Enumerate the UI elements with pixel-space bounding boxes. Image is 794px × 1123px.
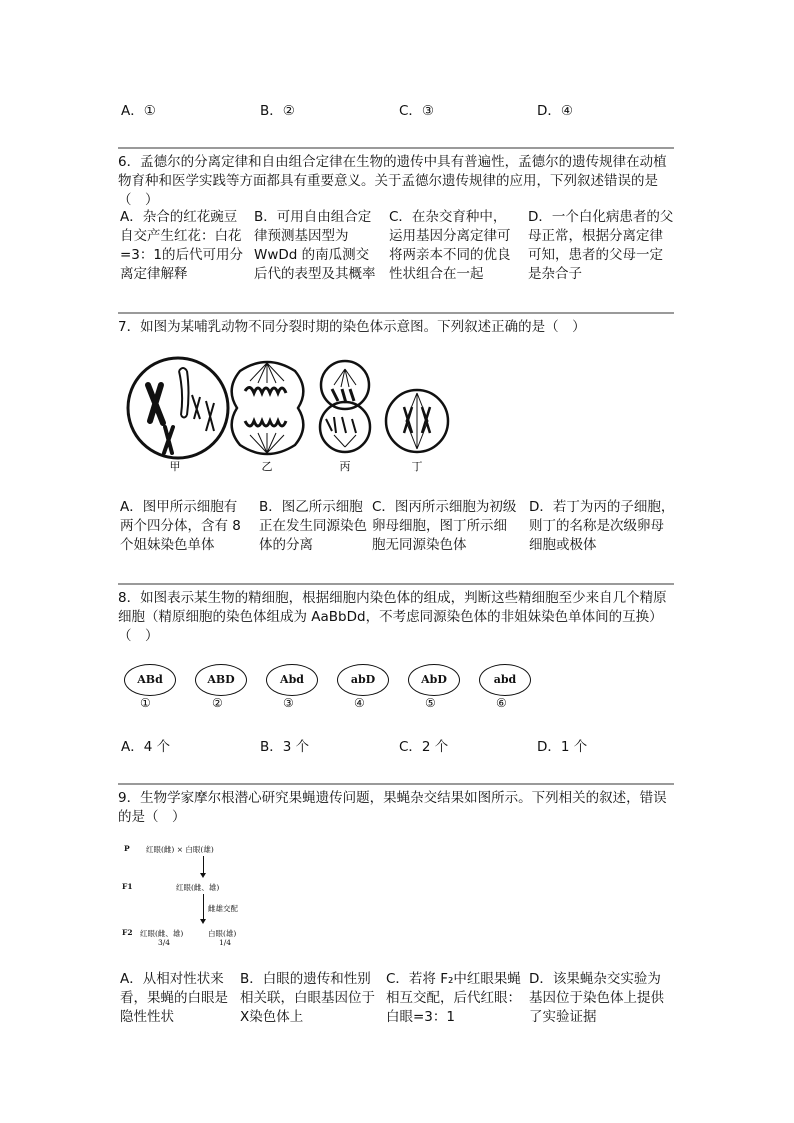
f1-text: 红眼(雌、雄) [176, 883, 220, 892]
p-cross: 红眼(雌) × 白眼(雄) [146, 845, 214, 854]
q5-option-c[interactable]: C．③ [399, 103, 435, 119]
label-jia: 甲 [169, 460, 181, 473]
q9-option-b[interactable]: B．白眼的遗传和性别相关联，白眼基因位于X染色体上 [240, 971, 375, 1025]
q6-option-c[interactable]: C．在杂交育种中，运用基因分离定律可将两亲本不同的优良性状组合在一起 [389, 209, 511, 282]
arrow-line [203, 894, 204, 922]
divider [118, 583, 674, 585]
label-bing: 丙 [339, 460, 351, 473]
sperm-cell-4-number: ④ [354, 696, 365, 710]
q6-stem: 6．孟德尔的分离定律和自由组合定律在生物的遗传中具有普遍性，孟德尔的遗传规律在动植物育种和医学实践等方面都具有重要意义。关于孟德尔遗传规律的应用，下列叙述错误的是（ ） [118, 154, 667, 208]
q8-option-a[interactable]: A．4 个 [121, 739, 171, 755]
q9-option-a[interactable]: A．从相对性状来看，果蝇的白眼是隐性性状 [120, 971, 228, 1025]
label-yi: 乙 [261, 460, 273, 473]
f2-label: F2 [122, 928, 133, 937]
q5-option-a[interactable]: A．① [121, 103, 156, 119]
sperm-cells-figure [120, 664, 540, 714]
cell-bing [320, 361, 370, 452]
p-label: P [124, 844, 130, 853]
q8-option-c[interactable]: C．2 个 [399, 739, 449, 755]
q8-option-d[interactable]: D．1 个 [537, 739, 588, 755]
q6-option-d[interactable]: D．一个白化病患者的父母正常，根据分离定律可知，患者的父母一定是杂合子 [528, 209, 674, 282]
sperm-cell-2: ABD [195, 664, 247, 696]
mating-label: 雌雄交配 [208, 904, 238, 913]
q7-option-c[interactable]: C．图丙所示细胞为初级卵母细胞，图丁所示细胞无同源染色体 [372, 499, 517, 553]
sperm-cell-1-number: ① [140, 696, 151, 710]
label-ding: 丁 [411, 460, 423, 473]
q9-stem: 9．生物学家摩尔根潜心研究果蝇遗传问题，果蝇杂交结果如图所示。下列相关的叙述，错误的是（ ） [118, 790, 667, 825]
f1-label: F1 [122, 882, 133, 891]
divider [118, 312, 674, 314]
q5-option-d[interactable]: D．④ [537, 103, 573, 119]
f2-red: 红眼(雌、雄) [140, 929, 184, 938]
sperm-cell-3-number: ③ [283, 696, 294, 710]
q7-option-d[interactable]: D．若丁为丙的子细胞，则丁的名称是次级卵母细胞或极体 [529, 499, 675, 553]
sperm-cell-5-number: ⑤ [425, 696, 436, 710]
q7-option-b[interactable]: B．图乙所示细胞正在发生同源染色体的分离 [259, 499, 367, 553]
q9-option-d[interactable]: D．该果蝇杂交实验为基因位于染色体上提供了实验证据 [529, 971, 664, 1025]
f2-red-ratio: 3/4 [158, 938, 171, 947]
cell-ding [386, 390, 448, 452]
sperm-cell-2-number: ② [212, 696, 223, 710]
q7-option-a[interactable]: A．图甲所示细胞有两个四分体，含有 8 个姐妹染色单体 [120, 499, 241, 553]
q7-stem: 7．如图为某哺乳动物不同分裂时期的染色体示意图。下列叙述正确的是（ ） [118, 319, 586, 335]
q6-option-b[interactable]: B．可用自由组合定律预测基因型为 WwDd 的南瓜测交后代的表型及其概率 [254, 209, 376, 282]
divider [118, 783, 674, 785]
f2-white: 白眼(雄) [208, 929, 237, 938]
q8-option-b[interactable]: B．3 个 [260, 739, 310, 755]
q9-option-c[interactable]: C．若将 F₂中红眼果蝇相互交配，后代红眼：白眼=3：1 [386, 971, 521, 1025]
q8-stem: 8．如图表示某生物的精细胞，根据细胞内染色体的组成，判断这些精细胞至少来自几个精原细胞（精原细胞的染色体组成为 AaBbDd，不考虑同源染色体的非姐妹染色单体间的互换）（ ） [118, 590, 667, 644]
fruit-fly-cross-diagram [120, 840, 280, 950]
sperm-cell-6-number: ⑥ [496, 696, 507, 710]
q5-option-b[interactable]: B．② [260, 103, 295, 119]
divider [118, 147, 674, 149]
sperm-cell-4: abD [337, 664, 389, 696]
sperm-cell-3: Abd [266, 664, 318, 696]
sperm-cell-6: abd [479, 664, 531, 696]
arrow-head [200, 873, 206, 878]
cell-division-figure [120, 355, 450, 475]
cell-yi [232, 362, 304, 454]
q6-option-a[interactable]: A．杂合的红花豌豆自交产生红花：白花=3：1的后代可用分离定律解释 [120, 209, 243, 282]
cell-jia [128, 358, 228, 458]
sperm-cell-1: ABd [124, 664, 176, 696]
arrow-head [200, 919, 206, 924]
sperm-cell-5: AbD [408, 664, 460, 696]
f2-white-ratio: 1/4 [219, 938, 232, 947]
